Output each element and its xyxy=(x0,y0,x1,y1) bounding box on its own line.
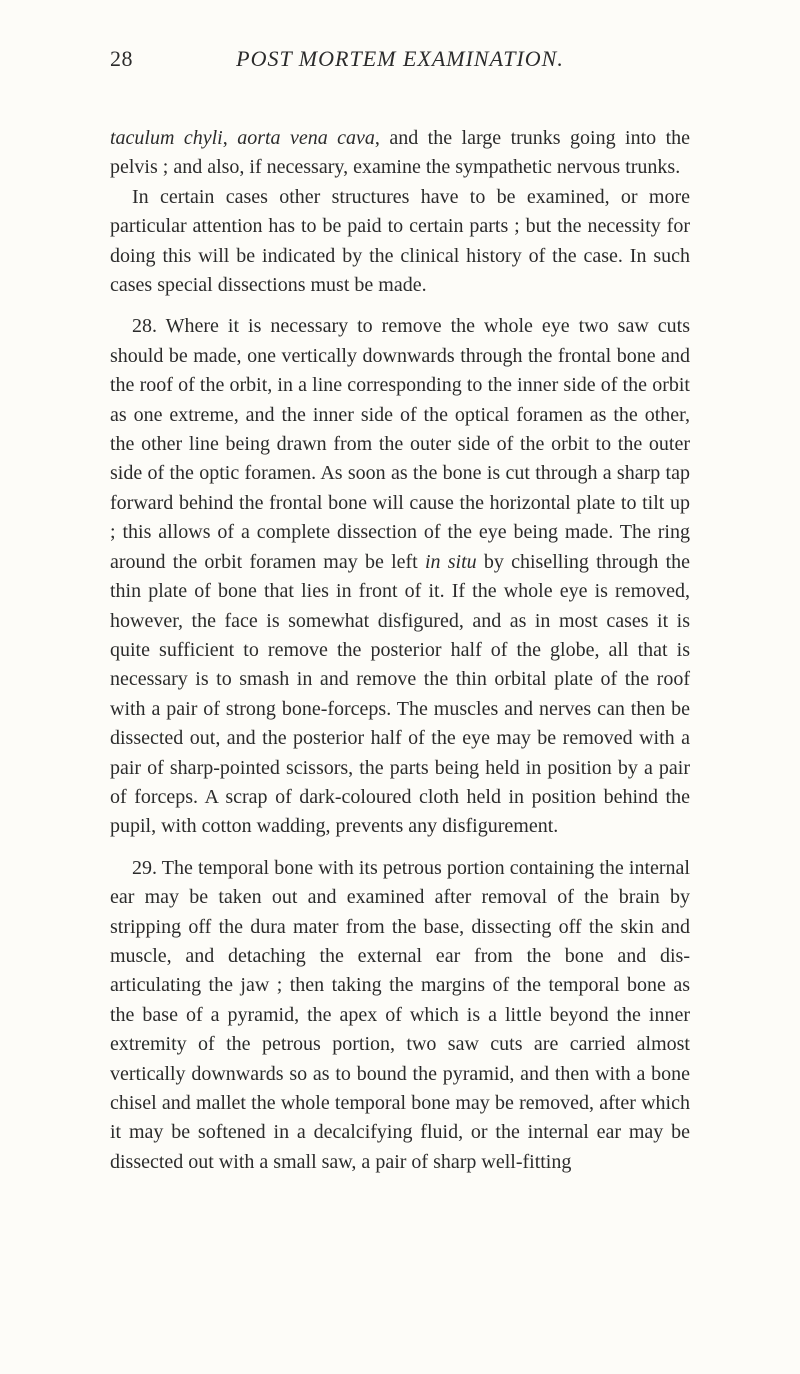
paragraph xyxy=(110,183,690,301)
text-run: In certain cases other structures have to be examined, or more particular attention has to be paid to certain parts ; but the necessity for doing this will be indicated by the clinical history of the case. In such cases special dissections must be made. xyxy=(110,185,690,297)
page-number: 28 xyxy=(110,46,133,71)
text-run-italic: taculum chyli xyxy=(110,127,223,149)
paragraph-section-29 xyxy=(110,854,690,1177)
running-head xyxy=(110,46,690,80)
text-run: 28. Where it is necessary to remove the whole eye two saw cuts should be made, one vertically downwards through the frontal bone and the roof of the orbit, in a line corresponding to the inner side of the orbit as one extreme, and the inner side of the optical foramen as the other, the other line being drawn from the outer side of the orbit to the outer side of the optic foramen. As soon as the bone is cut through a sharp tap forward behind the frontal bone will cause the horizontal plate to tilt up ; this allows of a complete dissection of the eye being made. The ring around the orbit foramen may be left xyxy=(110,315,690,573)
text-run: 29. The temporal bone with its petrous portion containing the internal ear may be taken out and examined after removal of the brain by stripping off the dura mater from the base, dissecting off the skin and muscle, and detaching the external ear from the bone and dis-articulating the jaw ; then taking the margins of the temporal bone as the base of a pyramid, the apex of which is a little beyond the inner extremity of the petrous portion, two saw cuts are carried almost vertically downwards so as to bound the pyramid, and then with a bone chisel and mallet the whole temporal bone may be removed, after which it may be softened in a decalcifying fluid, or the internal ear may be dissected out with a small saw, a pair of sharp well-fitting xyxy=(110,856,690,1173)
text-run: , xyxy=(222,127,238,149)
text-run-italic: aorta vena cava xyxy=(237,127,375,149)
text-run-italic: in situ xyxy=(424,550,477,573)
text-run: by chiselling through the thin plate of bone that lies in front of it. If the whole eye is removed, however, the face is somewhat disfigured, and as in most cases it is quite sufficient to remove the posterior half of the globe, all that is necessary is to smash in and remove the thin orbital plate of the roof with a pair of strong bone-forceps. The muscles and nerves can then be dissected out, and the posterior half of the eye may be removed with a pair of sharp-pointed scissors, the parts being held in position by a pair of forceps. A scrap of dark-coloured cloth held in position behind the pupil, with cotton wadding, prevents any disfigurement. xyxy=(110,550,690,838)
paragraph-continued xyxy=(110,124,690,183)
running-title: POST MORTEM EXAMINATION. xyxy=(236,46,564,71)
body-text xyxy=(110,124,690,1177)
text-run: , and the large trunks going into the pelvis ; and also, if necessary, examine the sympathetic nervous trunks. xyxy=(110,127,690,179)
paragraph-section-28 xyxy=(110,312,690,841)
